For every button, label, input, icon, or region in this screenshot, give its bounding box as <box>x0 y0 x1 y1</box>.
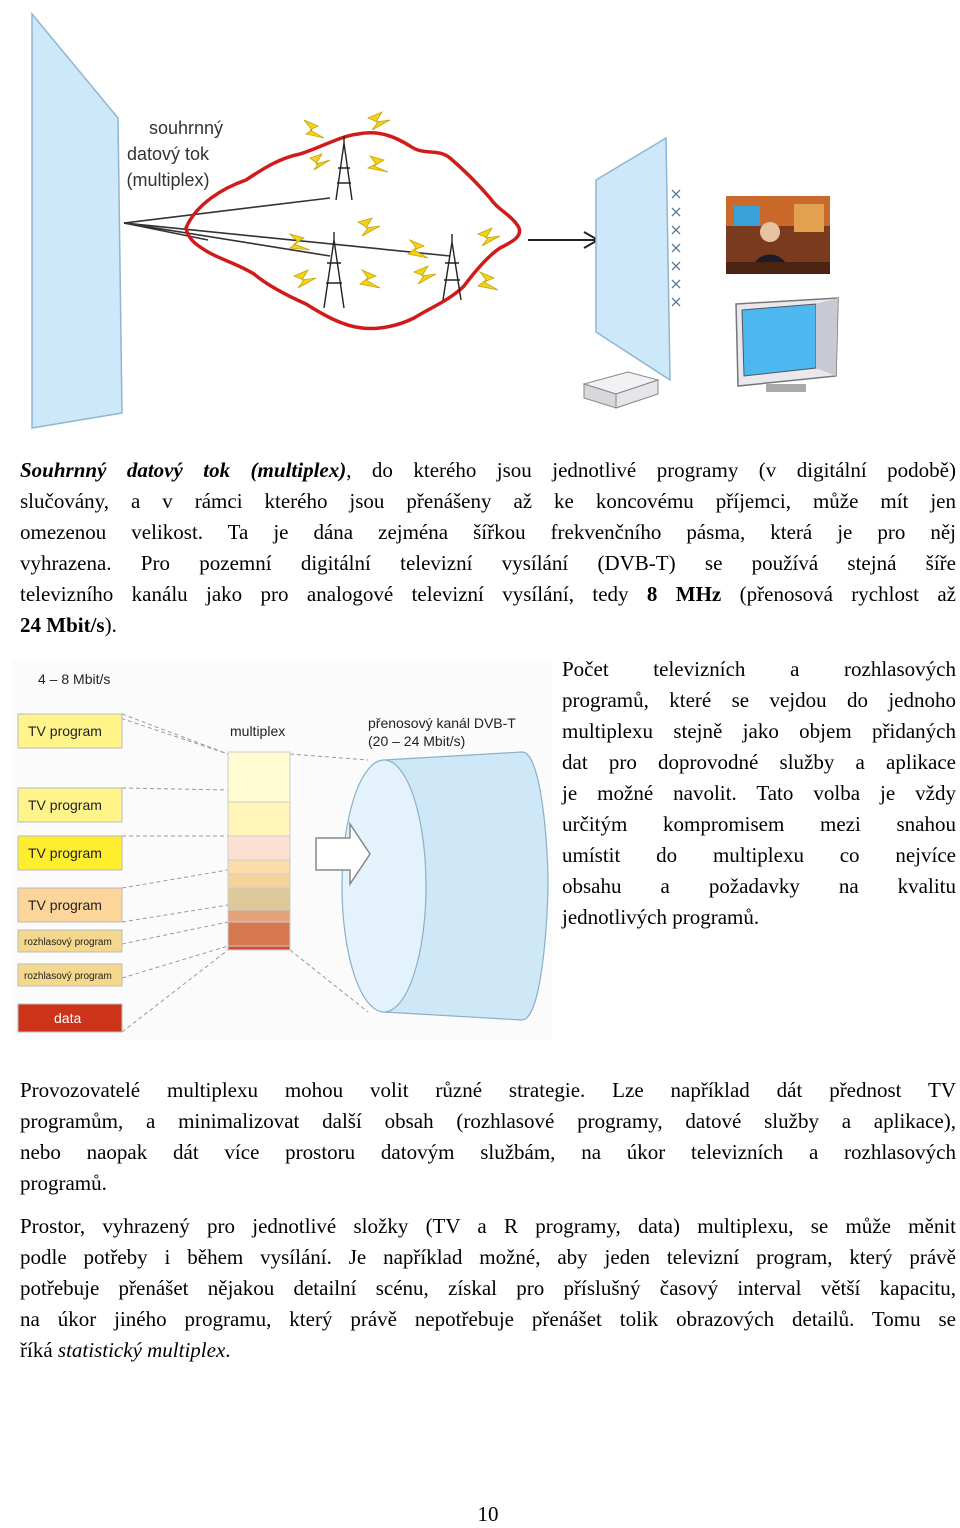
radio-program-box <box>18 964 122 986</box>
receiver-screen <box>596 138 670 380</box>
svg-text:TV program: TV program <box>28 797 102 813</box>
broadcast-illustration <box>18 8 844 438</box>
paragraph-operator-strategies: Provozovatelé multiplexu mohou volit různé strategie. Lze například dát přednost TV programům, a minimalizovat další obsah (rozhlasové programy, datové služby a aplikace), nebo naopak dát více prostoru datovým službám, na úkor televizních a rozhlasových programů. <box>20 1078 956 1195</box>
svg-text:data: data <box>54 1010 82 1026</box>
svg-text:TV program: TV program <box>28 845 102 861</box>
page-number: 10 <box>477 1502 499 1526</box>
radio-program-box <box>18 930 122 952</box>
transmission-channel-cylinder <box>342 752 548 1020</box>
illustration-label-line1: souhrnný <box>148 118 224 138</box>
czech-map-outline <box>186 133 520 329</box>
tv-program-box <box>18 788 122 822</box>
channel-label-line1: přenosový kanál DVB-T <box>368 715 516 731</box>
rate-label: 4 – 8 Mbit/s <box>38 671 111 687</box>
arrow-to-receiver <box>528 232 598 248</box>
channel-label-line2: (20 – 24 Mbit/s) <box>368 733 466 749</box>
tv-picture-image <box>726 196 830 274</box>
svg-text:rozhlasový program: rozhlasový program <box>24 971 112 982</box>
illustration-label-line3: (multiplex) <box>126 170 210 190</box>
set-top-box-icon <box>584 372 658 408</box>
stream-marks <box>672 190 680 306</box>
svg-text:rozhlasový program: rozhlasový program <box>24 937 112 948</box>
television-icon <box>736 298 838 392</box>
signal-lines <box>124 198 450 256</box>
paragraph-program-count: Počet televizních a rozhlasových programů, které se vejdou do jednoho multiplexu stejně jako objem přidaných dat pro doprovodné služby a aplikace je možné navolit. Tato volba je vždy určitým kompromisem mezi snahou umístit do multiplexu co nejvíce obsahu a požadavky na kvalitu jednotlivých programů. <box>562 657 956 929</box>
tv-program-box <box>18 836 122 870</box>
term-multiplex: Souhrnný datový tok (multiplex) <box>20 458 347 482</box>
multiplex-diagram <box>12 660 552 1040</box>
tv-program-box <box>18 888 122 922</box>
multiplex-screen <box>32 14 122 428</box>
multiplex-stack <box>228 752 290 950</box>
tower-icon <box>336 136 352 200</box>
illustration-label-line2: datový tok <box>126 144 210 164</box>
tv-program-box <box>18 714 122 748</box>
paragraph-multiplex-intro: Souhrnný datový tok (multiplex), do kterého jsou jednotlivé programy (v digitální podobě) slučovány, a v rámci kterého jsou přenášeny až ke koncovému příjemci, může mít jen omezenou velikost. Ta je dána zejména šířkou frekvenčního pásma, která je pro něj vyhrazena. Pro pozemní digitální televizní vysílání (DVB-T) se používá stejná šíře televizního kanálu jako pro analogové televizní vysílání, tedy 8 MHz (přenosová rychlost až 24 Mbit/s). <box>20 458 956 637</box>
multiplex-label: multiplex <box>230 723 286 739</box>
svg-text:TV program: TV program <box>28 897 102 913</box>
data-box <box>18 1004 122 1032</box>
term-statistical-multiplex: statistický multiplex <box>57 1338 226 1362</box>
svg-text:TV program: TV program <box>28 723 102 739</box>
paragraph-statistical-multiplex: Prostor, vyhrazený pro jednotlivé složky (TV a R programy, data) multiplexu, se může měnit podle potřeby i během vysílání. Je například možné, aby jeden televizní program, který právě potřebuje přenášet nějakou detailní scénu, získal pro příslušný časový interval větší kapacitu, na úkor jiného programu, který právě nepotřebuje přenášet tolik obrazových detailů. Tomu se říká statistický multiplex. <box>20 1214 956 1362</box>
